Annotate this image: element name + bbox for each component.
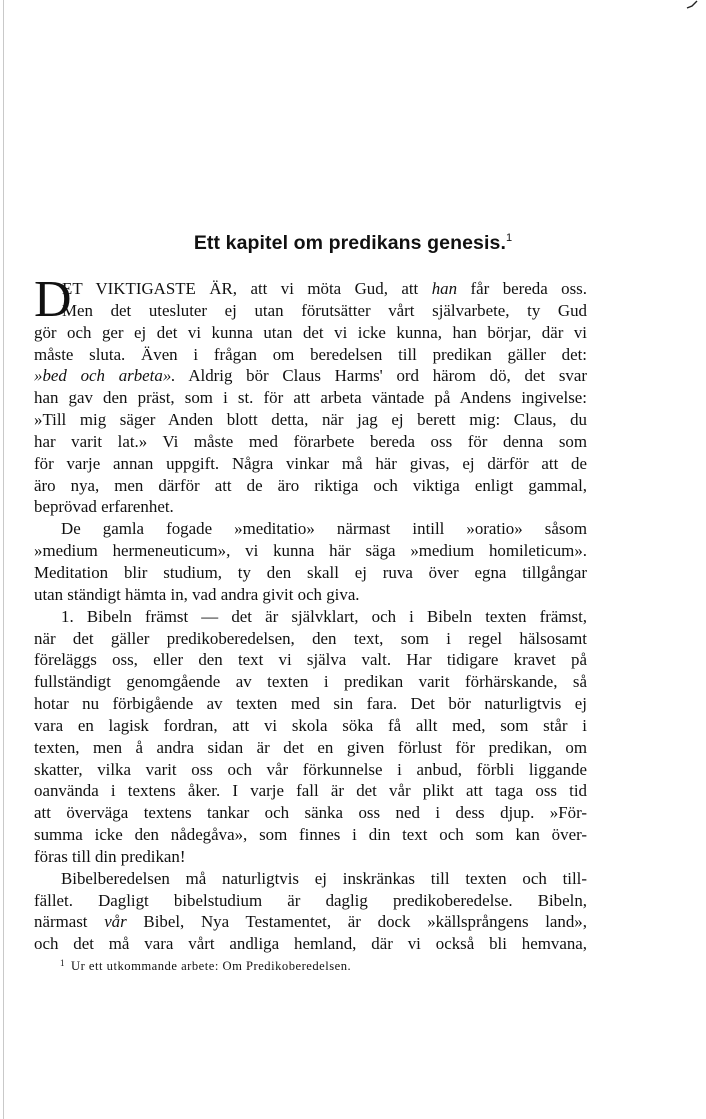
text-line-10: äro nya, men därför att de äro riktiga och viktiga enligt gammal, (34, 475, 587, 495)
text-line-22: texten, men å andra sidan är det en given förlust för predikan, om (34, 737, 587, 757)
chapter-title-text: Ett kapitel om predikans genesis. (193, 232, 506, 254)
text-line-3: gör och ger ej det vi kunna utan det vi icke kunna, han börjar, där vi (34, 322, 587, 342)
text-line-17: när det gäller predikoberedelsen, den text, som i regel hälsosamt (34, 628, 587, 648)
text-line-30: närmast vår Bibel, Nya Testamentet, är dock »källsprångens land», (34, 912, 587, 932)
text-line-19: fullständigt genomgående av texten i predikan varit förhärskande, så (34, 672, 587, 692)
footnote-mark: 1 (60, 958, 65, 968)
text-line-20: hotar nu förbigående av texten med sin fara. Det bör naturligtvis ej (34, 694, 587, 714)
text-line-8: har varit lat.» Vi måste med förarbete bereda oss för denna som (34, 431, 587, 451)
text-line-11: beprövad erfarenhet. (34, 497, 174, 517)
text-line-5: »bed och arbeta». Aldrig bör Claus Harms' ord härom dö, det svar (34, 366, 588, 386)
text-line-6: han gav den präst, som i st. för att arbeta väntade på Andens ingivelse: (34, 388, 587, 408)
text-line-2: Men det utesluter ej utan förutsätter vårt självarbete, ty Gud (62, 300, 587, 320)
emphasis-var: vår (104, 912, 127, 932)
text-line-18: föreläggs oss, eller den text vi själva valt. Har tidigare kravet på (34, 650, 587, 670)
text-line-7: »Till mig säger Anden blott detta, när jag ej berett mig: Claus, du (34, 410, 587, 430)
text-line-12: De gamla fogade »meditatio» närmast intill »oratio» såsom (61, 519, 587, 539)
drop-cap: D (34, 271, 72, 328)
emphasis-bed-och-arbeta: »bed och arbeta». (34, 366, 176, 386)
text-line-21: vara en lagisk fordran, att vi skola söka få allt med, som står i (34, 715, 587, 735)
text-line-4: måste sluta. Även i frågan om beredelsen till predikan gäller det: (34, 344, 587, 364)
text-line-1: ET VIKTIGASTE ÄR, att vi möta Gud, att han får bereda oss. (62, 279, 587, 298)
footnote (60, 958, 351, 974)
text-line-24: oanvända i textens åker. I varje fall är det vår plikt att taga oss tid (34, 781, 587, 801)
body-text (34, 271, 588, 955)
emphasis-han: han (431, 279, 458, 298)
text-line-29: fället. Dagligt bibelstudium är daglig predikoberedelse. Bibeln, (34, 890, 587, 910)
ink-mark-icon (686, 0, 698, 10)
text-line-26: summa icke den nådegåva», som finnes i din text och som kan över- (34, 825, 587, 845)
text-line-14: Meditation blir studium, ty den skall ej ruva över egna tillgångar (34, 562, 587, 582)
text-line-15: utan ständigt hämta in, vad andra givit och giva. (34, 584, 360, 604)
text-line-31: och det må vara vårt andliga hemland, där vi också bli hemvana, (34, 934, 587, 954)
text-line-28: Bibelberedelsen må naturligtvis ej inskränkas till texten och till- (61, 868, 587, 888)
text-line-27: föras till din predikan! (34, 846, 186, 866)
footnote-text: Ur ett utkommande arbete: Om Predikoberedelsen. (71, 959, 352, 973)
scan-edge-line (3, 0, 4, 1119)
text-line-13: »medium hermeneuticum», vi kunna här säga »medium homileticum». (34, 541, 587, 561)
text-line-9: för varje annan uppgift. Några vinkar må här givas, ej därför att de (34, 453, 587, 473)
title-footnote-mark: 1 (505, 232, 513, 244)
text-line-23: skatter, vilka varit oss och vår förkunnelse i anbud, förbli liggande (34, 759, 587, 779)
chapter-title (0, 232, 706, 255)
text-line-16: 1. Bibeln främst — det är självklart, och i Bibeln texten främst, (61, 606, 587, 626)
text-line-25: att överväga textens tankar och sänka oss ned i dess djup. »För- (34, 803, 587, 823)
